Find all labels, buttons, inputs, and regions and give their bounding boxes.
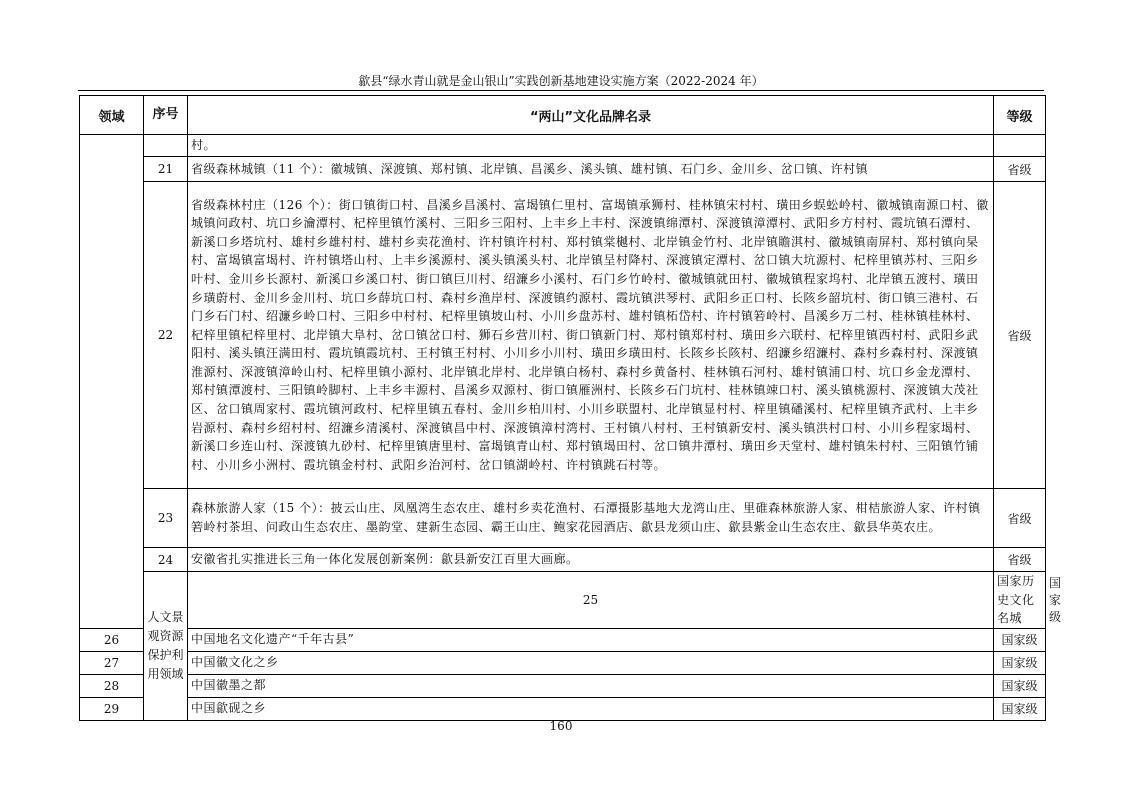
- row-name: 中国徽墨之都: [188, 674, 994, 697]
- row-grade: 省级: [994, 489, 1046, 548]
- row-number: 23: [144, 489, 188, 548]
- row-number: 25: [188, 572, 994, 629]
- row-number: 22: [144, 182, 188, 489]
- table-row: [80, 651, 1046, 674]
- row-number: 21: [144, 157, 188, 182]
- row-number: 29: [80, 697, 144, 720]
- row-name: 中国徽文化之乡: [188, 651, 994, 674]
- row-grade: 国家级: [994, 628, 1046, 651]
- table-row: [80, 489, 1046, 548]
- row-name: 中国歙砚之乡: [188, 697, 994, 720]
- table-header-row: [80, 96, 1046, 135]
- domain-cell-group-2: 人文景观资源保护利用领域: [144, 572, 188, 721]
- row-number: 24: [144, 548, 188, 572]
- row-name: 安徽省扎实推进长三角一体化发展创新案例：歙县新安江百里大画廊。: [188, 548, 994, 572]
- domain-cell-group-1: [80, 135, 144, 629]
- row-number: 26: [80, 628, 144, 651]
- row-grade: 省级: [994, 182, 1046, 489]
- column-header-name: “两山”文化品牌名录: [188, 96, 994, 135]
- row-name: 国家历史文化名城: [994, 572, 1046, 629]
- table-row: [80, 674, 1046, 697]
- page-number: 160: [549, 719, 573, 733]
- brand-list-table: [79, 95, 1062, 721]
- column-header-domain: 领域: [80, 96, 144, 135]
- row-name: 省级森林村庄（126 个）：街口镇街口村、昌溪乡昌溪村、富堨镇仁里村、富堨镇承狮村、桂林镇宋村村、璜田乡蜈蚣岭村、徽城镇南源口村、徽城镇问政村、坑口乡瀹潭村、杞梓里镇竹溪村、三阳乡三阳村、上丰乡上丰村、深渡镇绵潭村、深渡镇漳潭村、武阳乡方村村、霞坑镇石潭村、新溪口乡塔坑村、雄村乡雄村村、雄村乡卖花渔村、许村镇许村村、郑村镇棠樾村、北岸镇金竹村、北岸镇瞻淇村、徽城镇南屏村、郑村镇向杲村、富堨镇富堨村、许村镇塔山村、上丰乡溪源村、溪头镇溪头村、北岸镇呈村降村、深渡镇定潭村、岔口镇大坑源村、杞梓里镇苏村、三阳乡叶村、金川乡长源村、新溪口乡溪口村、街口镇巨川村、绍濂乡小溪村、石门乡竹岭村、徽城镇就田村、徽城镇程家坞村、北岸镇五渡村、璜田乡璜蔚村、金川乡金川村、坑口乡薛坑口村、森村乡渔岸村、深渡镇约源村、霞坑镇洪琴村、武阳乡正口村、长陔乡韶坑村、街口镇三港村、石门乡石门村、绍濂乡岭口村、三阳乡中村村、杞梓里镇坡山村、小川乡盘苏村、雄村镇柘岱村、许村镇箬岭村、昌溪乡万二村、桂林镇桂林村、杞梓里镇杞梓里村、北岸镇大阜村、岔口镇岔口村、狮石乡营川村、街口镇新门村、郑村镇郑村村、璜田乡六联村、杞梓里镇西村村、武阳乡武阳村、溪头镇汪满田村、霞坑镇霞坑村、王村镇王村村、小川乡小川村、璜田乡璜田村、长陔乡长陔村、绍濂乡绍濂村、森村乡森村村、深渡镇淮源村、深渡镇漳岭山村、杞梓里镇小源村、北岸镇北岸村、北岸镇白杨村、森村乡黄备村、桂林镇石河村、雄村镇浦口村、坑口乡金龙潭村、郑村镇潭渡村、三阳镇岭脚村、上丰乡丰源村、昌溪乡双源村、街口镇雁洲村、长陔乡石门坑村、桂林镇竦口村、溪头镇桃源村、深渡镇大茂社区、岔口镇周家村、霞坑镇河政村、杞梓里镇五春村、金川乡柏川村、小川乡联盟村、北岸镇显村村、梓里镇磻溪村、杞梓里镇齐武村、上丰乡岩源村、森村乡绍村村、绍濂乡清溪村、深渡镇昌中村、深渡镇漳村湾村、王村镇八村村、王村镇新安村、溪头镇洪村口村、小川乡程家堨村、新溪口乡连山村、深渡镇九砂村、杞梓里镇唐里村、富堨镇青山村、郑村镇堨田村、岔口镇井潭村、璜田乡天堂村、雄村镇朱村村、三阳镇竹铺村、小川乡小洲村、霞坑镇金村村、武阳乡治河村、岔口镇湖岭村、许村镇跳石村等。: [188, 182, 994, 489]
- table-row-continuation: [80, 135, 1046, 157]
- row-number: [144, 135, 188, 157]
- row-grade: 省级: [994, 548, 1046, 572]
- row-number: 27: [80, 651, 144, 674]
- column-header-seq: 序号: [144, 96, 188, 135]
- table-row: [80, 548, 1046, 572]
- table-row: [80, 697, 1046, 720]
- table-row: [80, 628, 1046, 651]
- column-header-grade: 等级: [994, 96, 1046, 135]
- table-row: 人文景观资源保护利用领域 25 国家历史文化名城 国家级: [80, 572, 1046, 629]
- row-grade: 国家级: [994, 674, 1046, 697]
- row-grade: 国家级: [994, 651, 1046, 674]
- row-name: 村。: [188, 135, 994, 157]
- row-name: 省级森林城镇（11 个）：徽城镇、深渡镇、郑村镇、北岸镇、昌溪乡、溪头镇、雄村镇、石门乡、金川乡、岔口镇、许村镇: [188, 157, 994, 182]
- table-row: [80, 157, 1046, 182]
- table-row: [80, 182, 1046, 489]
- row-grade: 省级: [994, 157, 1046, 182]
- header-rule: [78, 90, 1044, 91]
- document-header-title: 歙县“绿水青山就是金山银山”实践创新基地建设实施方案（2022-2024 年）: [358, 74, 764, 88]
- row-grade: [994, 135, 1046, 157]
- row-name: 森林旅游人家（15 个）：披云山庄、凤凰湾生态农庄、雄村乡卖花渔村、石潭摄影基地大龙湾山庄、里碓森林旅游人家、柑桔旅游人家、许村镇箬岭村茶坦、问政山生态农庄、墨韵堂、建新生态园、霸王山庄、鲍家花园酒店、歙县龙须山庄、歙县紫金山生态农庄、歙县华英农庄。: [188, 489, 994, 548]
- row-name: 中国地名文化遗产“千年古县”: [188, 628, 994, 651]
- row-grade: 国家级: [994, 697, 1046, 720]
- row-number: 28: [80, 674, 144, 697]
